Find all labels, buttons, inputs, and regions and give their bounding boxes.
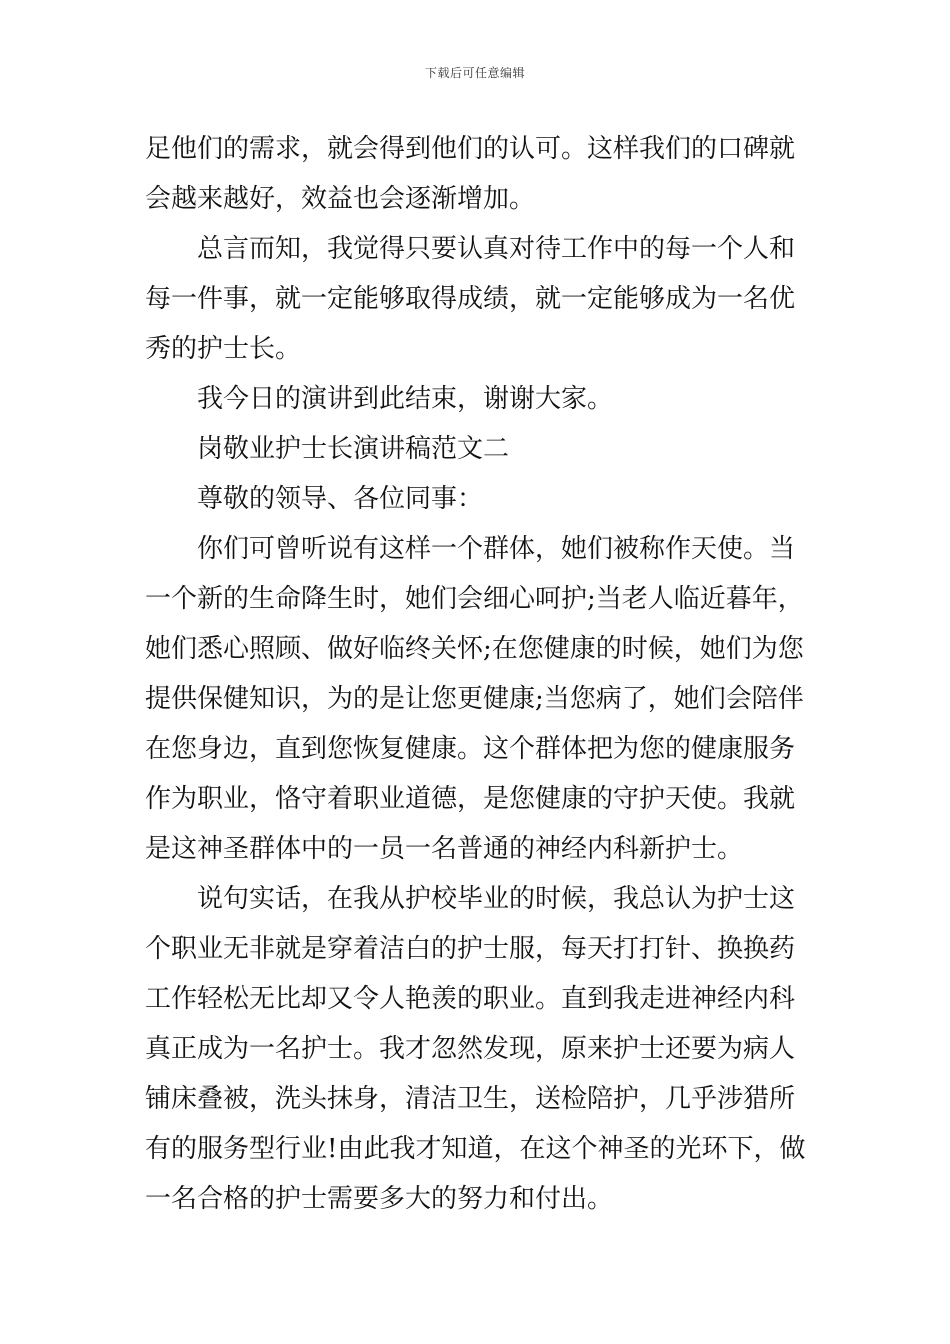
document-body [145,124,809,1224]
text-line: 总言而知，我觉得只要认真对待工作中的每一个人和 [197,234,796,264]
text-line: 我今日的演讲到此结束，谢谢大家。 [197,384,614,414]
text-line: 提供保健知识，为的是让您更健康;当您病了，她们会陪伴 [145,684,804,714]
text-line: 岗敬业护士长演讲稿范文二 [197,434,510,464]
text-line: 在您身边，直到您恢复健康。这个群体把为您的健康服务 [145,734,796,764]
text-line: 会越来越好，效益也会逐渐增加。 [145,184,536,214]
text-line: 铺床叠被，洗头抹身，清洁卫生，送检陪护，几乎涉猎所 [145,1084,796,1114]
text-line: 她们悉心照顾、做好临终关怀;在您健康的时候，她们为您 [145,634,804,664]
text-line: 每一件事，就一定能够取得成绩，就一定能够成为一名优 [145,284,796,314]
text-line: 说句实话，在我从护校毕业的时候，我总认为护士这 [197,884,796,914]
text-line: 一个新的生命降生时，她们会细心呵护;当老人临近暮年， [145,584,804,614]
text-line: 真正成为一名护士。我才忽然发现，原来护士还要为病人 [145,1034,796,1064]
text-line: 秀的护士长。 [145,334,302,364]
page-header: 下载后可任意编辑 [424,66,525,80]
text-line: 一名合格的护士需要多大的努力和付出。 [145,1184,614,1214]
text-line: 个职业无非就是穿着洁白的护士服，每天打打针、换换药 [145,934,796,964]
text-line: 你们可曾听说有这样一个群体，她们被称作天使。当 [197,534,796,564]
text-line: 尊敬的领导、各位同事： [197,484,484,514]
text-line: 是这神圣群体中的一员一名普通的神经内科新护士。 [145,834,744,864]
text-line: 工作轻松无比却又令人艳羡的职业。直到我走进神经内科 [145,984,796,1014]
text-line: 作为职业，恪守着职业道德，是您健康的守护天使。我就 [145,784,796,814]
text-line: 有的服务型行业!由此我才知道，在这个神圣的光环下，做 [145,1134,806,1164]
text-line: 足他们的需求，就会得到他们的认可。这样我们的口碑就 [145,134,796,164]
